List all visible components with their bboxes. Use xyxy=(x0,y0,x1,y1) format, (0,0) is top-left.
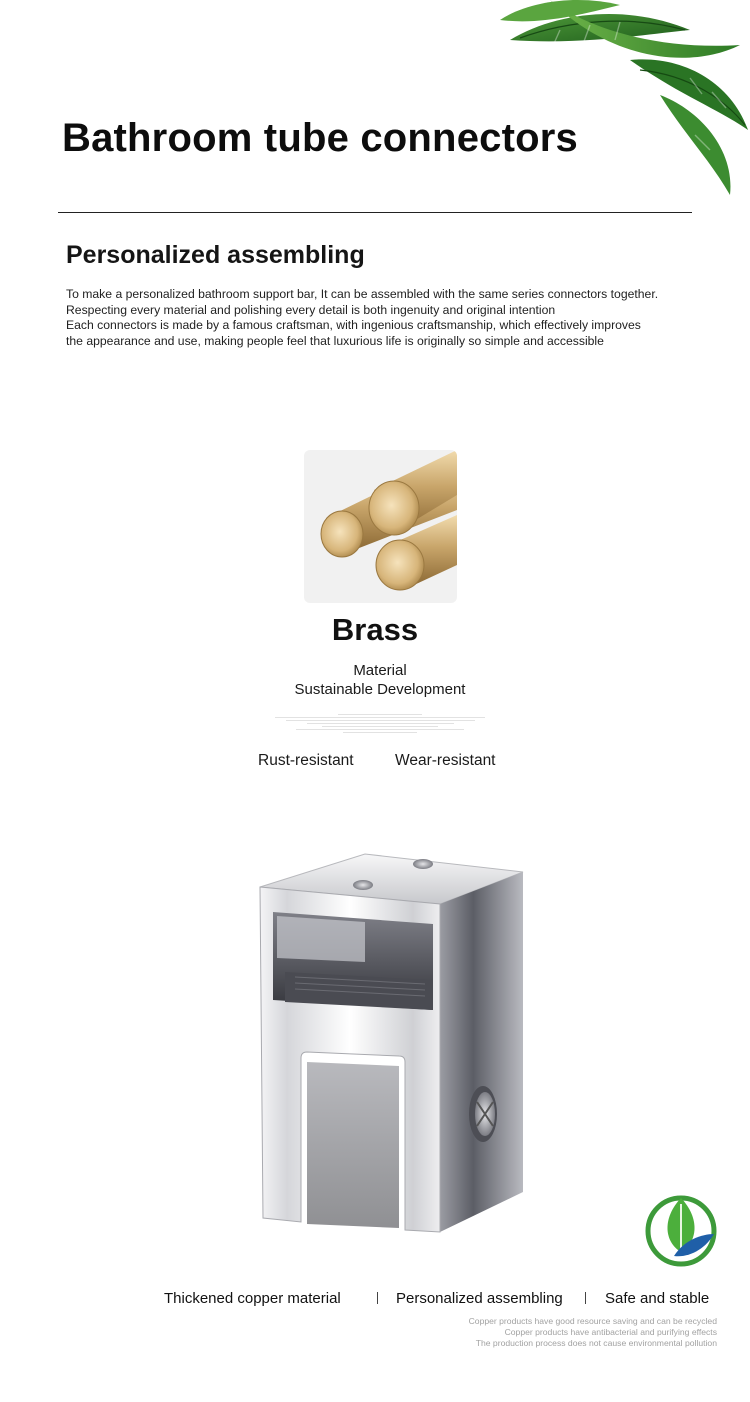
faint-text-lines xyxy=(275,714,485,735)
feature-rust-resistant: Rust-resistant xyxy=(258,752,354,769)
eco-leaf-logo-icon xyxy=(644,1190,718,1268)
brass-material-card xyxy=(304,450,457,603)
feature-wear-resistant: Wear-resistant xyxy=(395,752,496,769)
eco-note: Copper products have antibacterial and purifying effects xyxy=(504,1327,717,1337)
intro-line: Respecting every material and polishing every detail is both ingenuity and original intention xyxy=(66,302,556,317)
feature-thickened-copper: Thickened copper material xyxy=(164,1290,341,1307)
palm-leaves-icon xyxy=(490,0,750,200)
section-heading: Personalized assembling xyxy=(66,241,365,269)
intro-line: the appearance and use, making people feel that luxurious life is originally so simple and accessible xyxy=(66,333,604,348)
title-divider xyxy=(58,212,692,213)
intro-line: Each connectors is made by a famous craftsman, with ingenious craftsmanship, which effectively improves xyxy=(66,318,641,333)
page-title: Bathroom tube connectors xyxy=(62,116,578,160)
material-name: Brass xyxy=(331,612,419,647)
feature-separator xyxy=(585,1292,586,1304)
material-tagline: Sustainable Development xyxy=(294,681,466,698)
brass-rods-icon xyxy=(304,450,457,603)
intro-description xyxy=(66,287,706,349)
eco-note: Copper products have good resource saving and can be recycled xyxy=(468,1316,717,1326)
feature-personalized-assembling: Personalized assembling xyxy=(396,1290,563,1307)
eco-note: The production process does not cause environmental pollution xyxy=(475,1338,717,1348)
tube-connector-icon xyxy=(255,852,535,1242)
material-label: Material xyxy=(353,662,407,679)
intro-line: To make a personalized bathroom support bar, It can be assembled with the same series connectors together. xyxy=(66,287,659,301)
feature-safe-stable: Safe and stable xyxy=(605,1290,710,1307)
feature-separator xyxy=(377,1292,378,1304)
